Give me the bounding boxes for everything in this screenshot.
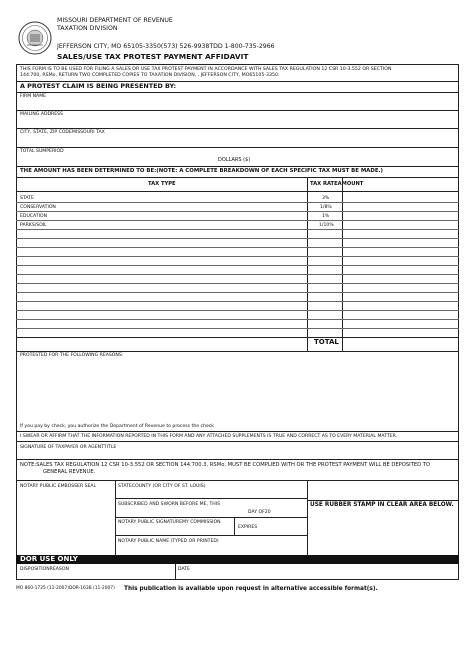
mailing-address-field[interactable]	[20, 117, 456, 127]
form-number: MO 860-1725 (11-2007)DOR-163B (11-2007)	[16, 586, 115, 591]
note-line-1: NOTE:SALES TAX REGULATION 12 CSR 10-3.552 OR SECTION 144.700.3, RSMo, MUST BE COMPLIED WITH OR THE PROTEST PAYMENT WILL BE DEPOSITED TO	[20, 462, 431, 468]
notary-signature-label: NOTARY PUBLIC SIGNATUREMY COMMISSION	[118, 520, 221, 525]
city-state-zip-field[interactable]	[20, 135, 456, 145]
taxpayer-signature-label: SIGNATURE OF TAXPAYER OR AGENTTITLE	[20, 445, 117, 450]
notary-seal-label: NOTARY PUBLIC EMBOSSER SEAL	[20, 484, 97, 489]
form-title: SALES/USE TAX PROTEST PAYMENT AFFIDAVIT	[57, 52, 249, 61]
state-seal-icon	[18, 21, 52, 55]
firm-name-label: FIRM NAME	[20, 94, 47, 99]
total-submitted-label: TOTAL SUMPERIOD	[20, 149, 64, 154]
col-tax-type: TAX TYPE	[148, 181, 176, 187]
tax-row-education-type: EDUCATION	[20, 214, 48, 219]
col-rate-amount: TAX RATEAMOUNT	[310, 181, 364, 187]
total-amount-field[interactable]	[343, 338, 457, 350]
tax-row-state-type: STATE	[20, 196, 34, 201]
division-name: TAXATION DIVISION	[57, 25, 118, 32]
tax-row-parks-soil-rate: 1/10%	[319, 223, 334, 228]
total-dollars-field[interactable]	[20, 154, 456, 164]
disposition-label: DISPOSITIONREASON	[20, 567, 69, 572]
total-label: TOTAL	[314, 338, 339, 346]
tax-row-conservation-type: CONSERVATION	[20, 205, 56, 210]
dollars-label: DOLLARS ($)	[218, 157, 251, 163]
check-authorization-text: If you pay by check, you authorize the Department of Revenue to process the check	[20, 424, 214, 429]
mailing-address-label: MAILING ADDRESS	[20, 112, 63, 117]
claim-heading: A PROTEST CLAIM IS BEING PRESENTED BY:	[20, 82, 177, 90]
firm-name-field[interactable]	[20, 99, 456, 109]
taxpayer-signature-field[interactable]	[20, 450, 456, 458]
dor-use-only-bar	[16, 555, 459, 564]
intro-line-1: THIS FORM IS TO BE USED FOR FILING A SALES OR USE TAX PROTEST PAYMENT IN ACCORDANCE WITH SALES TAX REGULATION 12 CSR 10-3.552 OR SECTION	[20, 67, 392, 72]
rubber-stamp-note: USE RUBBER STAMP IN CLEAR AREA BELOW.	[310, 502, 454, 508]
tax-row-education-rate: 1%	[322, 214, 330, 219]
dept-name: MISSOURI DEPARTMENT OF REVENUE	[57, 17, 173, 24]
state-county-label: STATECOUNTY (OR CITY OF ST. LOUIS)	[118, 484, 206, 489]
dor-use-only-heading: DOR USE ONLY	[20, 555, 78, 563]
accessibility-note: This publication is available upon request in alternative accessible format(s).	[124, 586, 378, 592]
intro-line-2: 144.700, RSMo, RETURN TWO COMPLETED COPIES TO TAXATION DIVISION, , JEFFERSON CITY, MO65105-3350.	[20, 73, 280, 78]
reasons-field[interactable]	[20, 360, 456, 420]
tax-table-heading: THE AMOUNT HAS BEEN DETERMINED TO BE:(NOTE: A COMPLETE BREAKDOWN OF EACH SPECIFIC TAX MUST BE MADE.)	[20, 168, 384, 174]
swear-statement: I SWEAR OR AFFIRM THAT THE INFORMATION REPORTED IN THIS FORM AND ANY ATTACHED SUPPLEMENTS IS TRUE AND CORRECT AS TO EVERY MATERIAL MATTER.	[20, 434, 398, 439]
tax-row-parks-soil-type: PARKS/SOIL	[20, 223, 47, 228]
date-label: DATE	[178, 567, 190, 572]
tax-row-conservation-rate: 1/8%	[320, 205, 332, 210]
city-state-zip-label: CITY, STATE, ZIP CODEMISSOURI TAX	[20, 130, 105, 135]
reasons-label: PROTESTED FOR THE FOLLOWING REASONS:	[20, 353, 124, 358]
subscribed-label: SUBSCRIBED AND SWORN BEFORE ME, THIS	[118, 502, 220, 507]
note-line-2: GENERAL REVENUE.	[43, 469, 96, 475]
header-address: JEFFERSON CITY, MO 65105-3350(573) 526-9938TDD 1-800-735-2966	[57, 43, 275, 50]
notary-name-label: NOTARY PUBLIC NAME (TYPED OR PRINTED)	[118, 539, 219, 544]
expires-label: EXPIRES	[238, 525, 258, 530]
day-of-label: DAY OF20	[248, 510, 271, 515]
tax-row-state-rate: 3%	[322, 196, 330, 201]
